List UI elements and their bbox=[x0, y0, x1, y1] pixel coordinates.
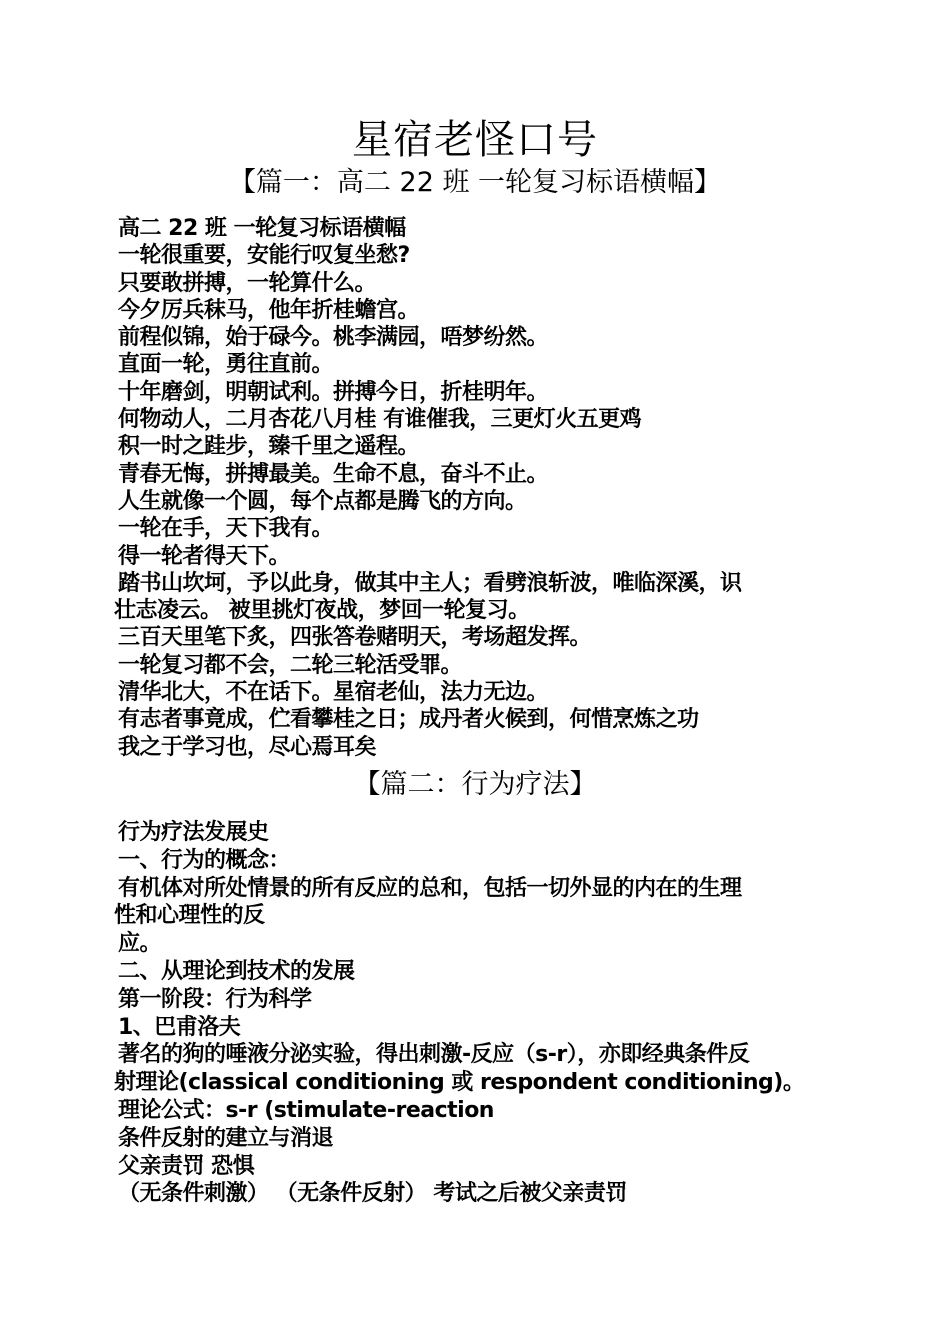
section-1-line: 壮志凌云。 被里挑灯夜战，梦回一轮复习。 bbox=[114, 598, 530, 624]
section-1-body bbox=[114, 215, 838, 761]
section-1-line: 我之于学习也，尽心焉耳矣 bbox=[118, 734, 377, 760]
section-2-heading: 【篇二：行为疗法】 bbox=[353, 769, 597, 800]
section-1-line: 十年磨剑，明朝试利。拼搏今日，折桂明年。 bbox=[118, 379, 549, 405]
section-2-line: 射理论(classical conditioning 或 respondent conditioning)。 bbox=[114, 1070, 805, 1096]
section-1-line: 积一时之跬步，臻千里之遥程。 bbox=[118, 434, 420, 460]
section-2-line: 性和心理性的反 bbox=[114, 903, 265, 929]
section-1-line: 只要敢拼搏，一轮算什么。 bbox=[118, 270, 377, 296]
section-1-line: 一轮在手，天下我有。 bbox=[118, 516, 334, 542]
section-2-line: 著名的狗的唾液分泌实验，得出刺激-反应（s-r），亦即经典条件反 bbox=[118, 1042, 750, 1068]
section-2-line: 行为疗法发展史 bbox=[118, 820, 269, 845]
section-1-line: 直面一轮，勇往直前。 bbox=[118, 352, 334, 378]
section-1-line: 得一轮者得天下。 bbox=[118, 543, 291, 569]
section-2-body bbox=[114, 819, 838, 1208]
section-2-line: 第一阶段：行为科学 bbox=[118, 986, 312, 1012]
section-1-line: 一轮很重要，安能行叹复坐愁? bbox=[118, 243, 410, 269]
section-1-line: 人生就像一个圆，每个点都是腾飞的方向。 bbox=[118, 488, 527, 514]
section-2-line: 有机体对所处情景的所有反应的总和，包括一切外显的内在的生理 bbox=[118, 875, 742, 901]
section-1-line: 三百天里笔下炙，四张答卷赌明天，考场超发挥。 bbox=[118, 625, 592, 651]
section-1-line: 青春无悔，拼搏最美。生命不息，奋斗不止。 bbox=[118, 461, 549, 487]
section-2-line: 一、行为的概念： bbox=[118, 847, 291, 873]
section-2-line: 应。 bbox=[118, 931, 162, 957]
section-2-line: 父亲责罚 恐惧 bbox=[118, 1153, 255, 1179]
section-1-heading: 【篇一：高二 22 班 一轮复习标语横幅】 bbox=[228, 167, 722, 198]
section-2-line: 理论公式：s-r (stimulate-reaction bbox=[118, 1097, 494, 1123]
section-2-line: 1、巴甫洛夫 bbox=[118, 1014, 241, 1040]
section-1-line: 一轮复习都不会，二轮三轮活受罪。 bbox=[118, 652, 463, 678]
section-1-line: 何物动人，二月杏花八月桂 有谁催我，三更灯火五更鸡 bbox=[118, 407, 642, 433]
section-2-line: 二、从理论到技术的发展 bbox=[118, 958, 355, 984]
document-title: 星宿老怪口号 bbox=[352, 117, 598, 163]
section-1-line: 高二 22 班 一轮复习标语横幅 bbox=[118, 216, 406, 241]
section-1-line: 今夕厉兵秣马，他年折桂蟾宫。 bbox=[118, 297, 420, 323]
section-2-line: 条件反射的建立与消退 bbox=[118, 1125, 334, 1151]
section-1-line: 前程似锦，始于碌今。桃李满园，唔梦纷然。 bbox=[118, 325, 549, 351]
section-2-line: （无条件刺激） （无条件反射） 考试之后被父亲责罚 bbox=[118, 1181, 627, 1207]
section-1-line: 踏书山坎坷，予以此身，做其中主人；看劈浪斩波，唯临深溪，识 bbox=[118, 570, 742, 596]
section-1-line: 有志者事竟成，伫看攀桂之日；成丹者火候到，何惜烹炼之功 bbox=[118, 707, 699, 733]
section-1-line: 清华北大，不在话下。星宿老仙，法力无边。 bbox=[118, 680, 549, 706]
